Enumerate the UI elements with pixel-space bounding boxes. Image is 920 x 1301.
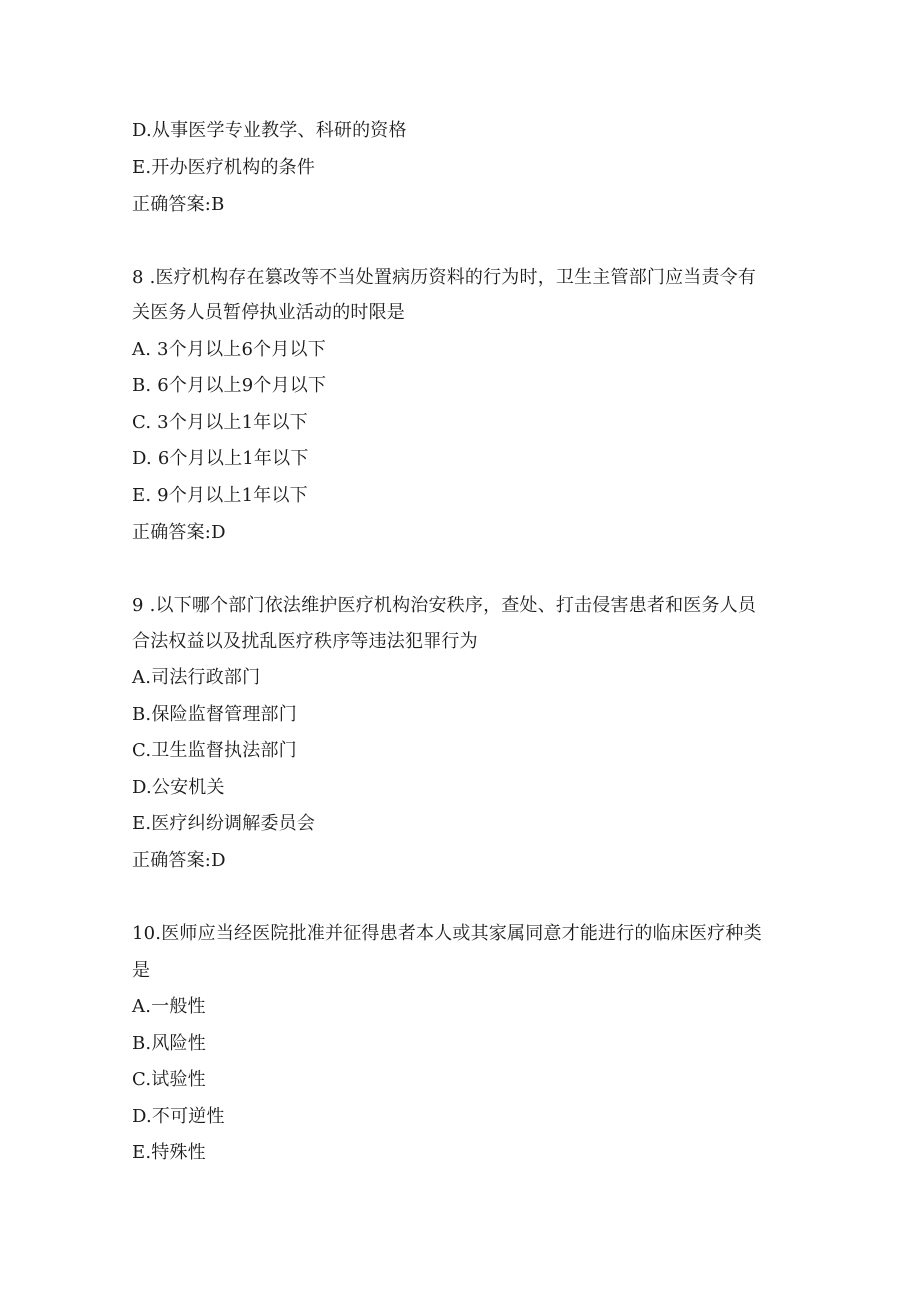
question-8-option-c: C. 3个月以上1年以下 [132,412,308,433]
question-9-option-a: A.司法行政部门 [132,667,261,688]
question-8-option-d: D. 6个月以上1年以下 [132,448,309,469]
question-8-option-b: B. 6个月以上9个月以下 [132,375,327,396]
question-10-option-e: E.特殊性 [132,1142,206,1163]
question-10-option-d: D.不可逆性 [132,1106,225,1127]
question-9-option-e: E.医疗纠纷调解委员会 [132,813,316,834]
question-8-stem-line-1: 8 .医疗机构存在篡改等不当处置病历资料的行为时，卫生主管部门应当责令有 [132,267,757,288]
question-8-stem-line-2: 关医务人员暂停执业活动的时限是 [132,302,405,323]
question-9-answer: 正确答案:D [132,850,226,871]
question-10-stem-line-2: 是 [132,960,151,981]
question-10-option-c: C.试验性 [132,1069,206,1090]
question-8-option-e: E. 9个月以上1年以下 [132,485,308,506]
question-8-option-a: A. 3个月以上6个月以下 [132,339,326,360]
question-9-option-b: B.保险监督管理部门 [132,704,297,725]
question-10-option-b: B.风险性 [132,1033,206,1054]
question-9-stem-line-1: 9 .以下哪个部门依法维护医疗机构治安秩序，查处、打击侵害患者和医务人员 [132,595,757,616]
question-7-option-d: D.从事医学专业教学、科研的资格 [132,120,407,141]
question-7-option-e: E.开办医疗机构的条件 [132,157,316,178]
question-8-answer: 正确答案:D [132,522,226,543]
question-10-stem-line-1: 10.医师应当经医院批准并征得患者本人或其家属同意才能进行的临床医疗种类 [132,923,762,944]
question-7-answer: 正确答案:B [132,194,225,215]
question-9-stem-line-2: 合法权益以及扰乱医疗秩序等违法犯罪行为 [132,631,478,652]
question-9-option-d: D.公安机关 [132,777,225,798]
question-10-option-a: A.一般性 [132,996,206,1017]
question-9-option-c: C.卫生监督执法部门 [132,740,297,761]
